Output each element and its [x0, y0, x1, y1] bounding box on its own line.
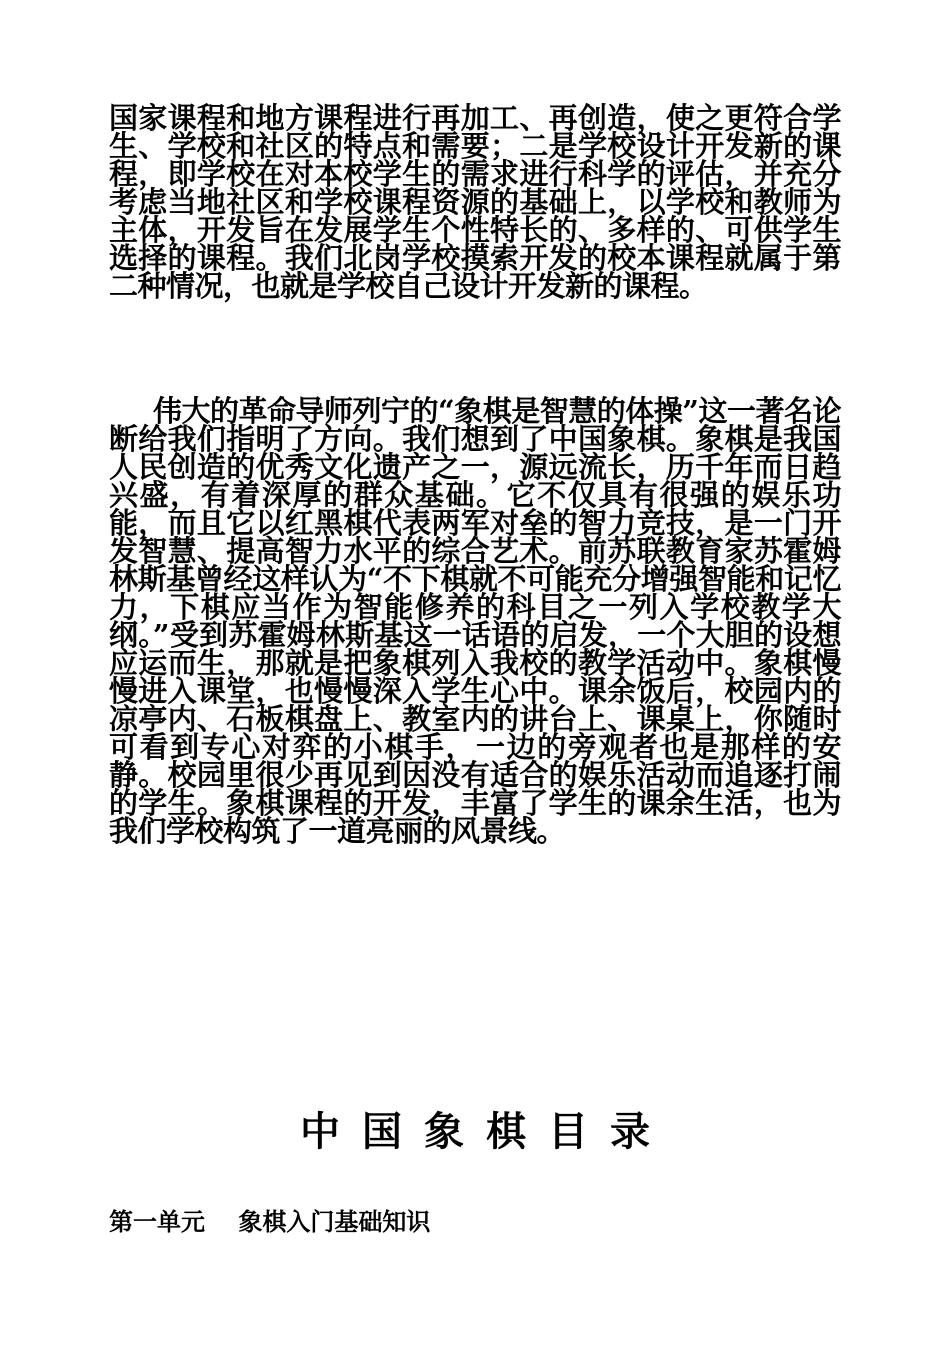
body-paragraph: 国家课程和地方课程进行再加工、再创造，使之更符合学生、学校和社区的特点和需要；二是学校设计开发新的课程，即学校在对本校学生的需求进行科学的评估，并充分考虑当地社区和学校课程资源的基础上，以学校和教师为主体，开发旨在发展学生个性特长的、多样的、可供学生选择的课程。我们北岗学校摸索开发的校本课程就属于第二种情况，也就是学校自己设计开发新的课程。	[109, 101, 841, 303]
toc-unit-item: 第一单元 象棋入门基础知识	[109, 1207, 431, 1236]
toc-title: 中国象棋目录	[300, 1108, 672, 1155]
body-paragraph: 伟大的革命导师列宁的“象棋是智慧的体操”这一著名论断给我们指明了方向。我们想到了中国象棋。象棋是我国人民创造的优秀文化遗产之一，源远流长，历千年而日趋兴盛，有着深厚的群众基础。它不仅具有很强的娱乐功能，而且它以红黑棋代表两军对垒的智力竞技，是一门开发智慧、提高智力水平的综合艺术。前苏联教育家苏霍姆林斯基曾经这样认为“不下棋就不可能充分增强智能和记忆力，下棋应当作为智能修养的科目之一列入学校教学大纲。”受到苏霍姆林斯基这一话语的启发，一个大胆的设想应运而生，那就是把象棋列入我校的教学活动中。象棋慢慢进入课堂，也慢慢深入学生心中。课余饭后，校园内的凉亭内、石板棋盘上、教室内的讲台上、课桌上，你随时可看到专心对弈的小棋手，一边的旁观者也是那样的安静。校园里很少再见到因没有适合的娱乐活动而追逐打闹的学生。象棋课程的开发，丰富了学生的课余生活，也为我们学校构筑了一道亮丽的风景线。	[109, 394, 841, 848]
